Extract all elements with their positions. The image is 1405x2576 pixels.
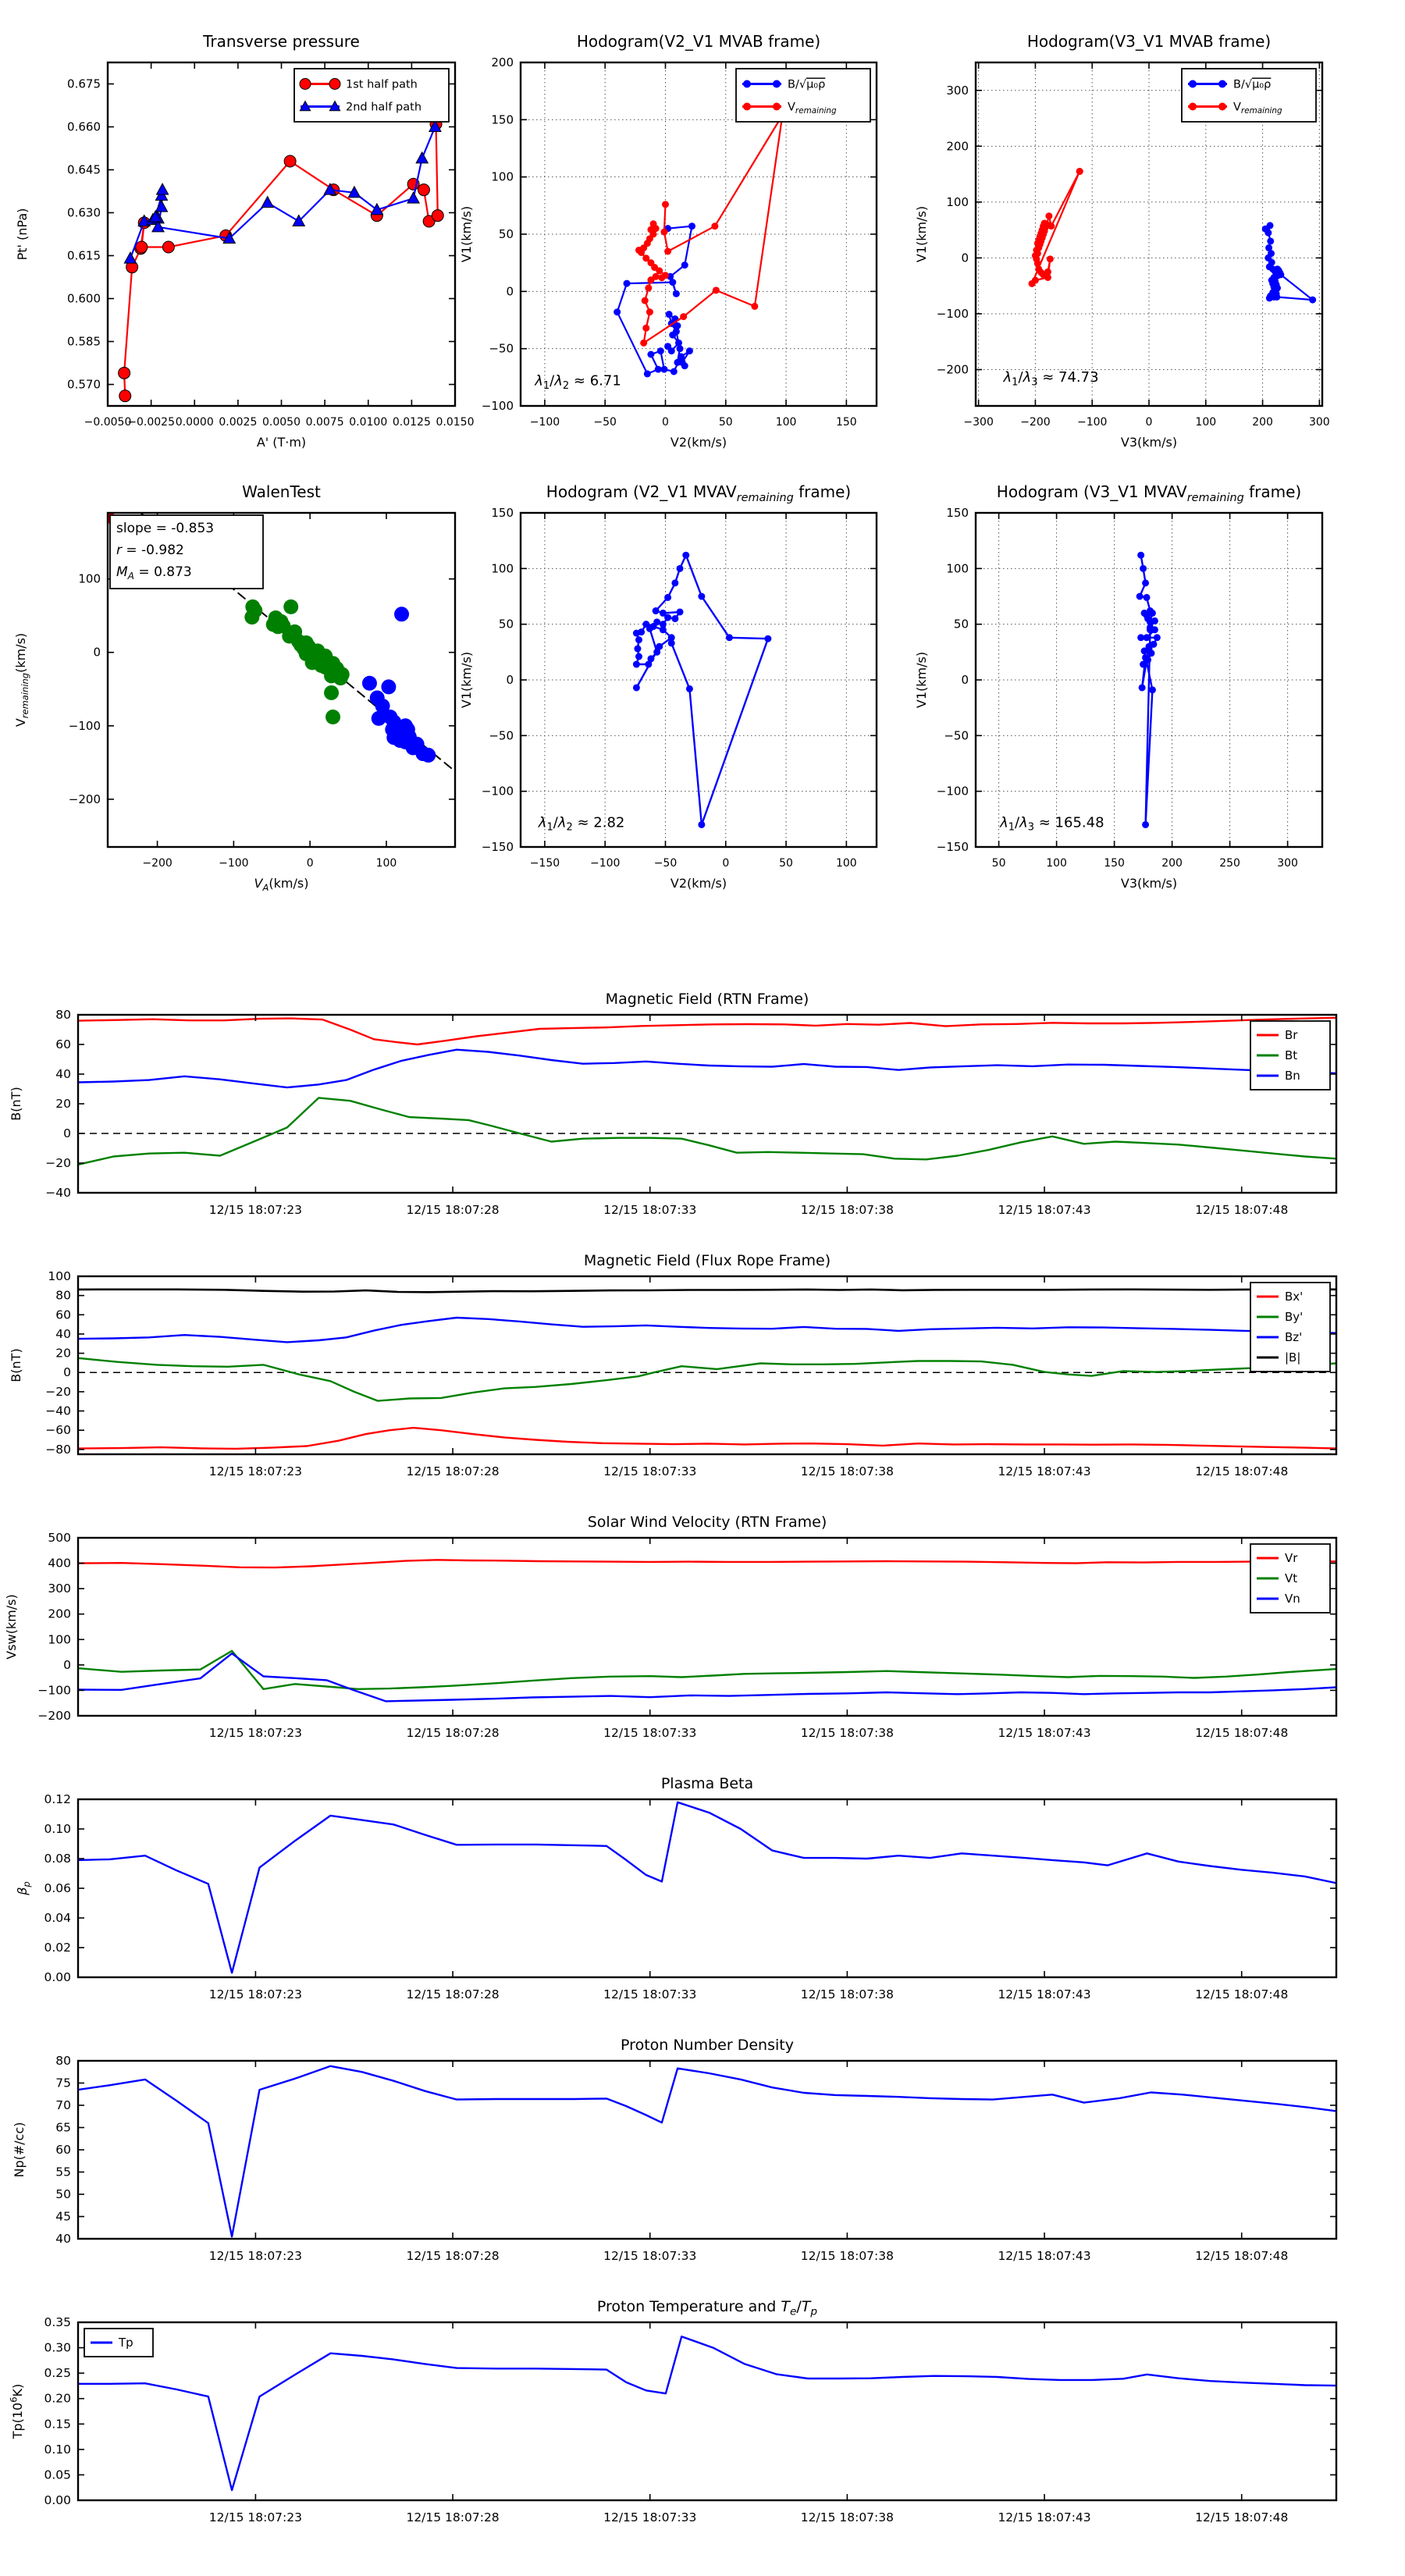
svg-text:Vt: Vt	[1285, 1571, 1298, 1585]
svg-text:300: 300	[1277, 857, 1298, 870]
svg-text:V2(km/s): V2(km/s)	[670, 435, 727, 450]
svg-text:−50: −50	[489, 341, 514, 356]
svg-text:0.660: 0.660	[67, 119, 101, 134]
svg-text:0: 0	[306, 857, 314, 870]
svg-text:12/15 18:07:48: 12/15 18:07:48	[1195, 1464, 1289, 1478]
series-v-remaining	[635, 112, 786, 347]
series-first-half	[244, 600, 349, 724]
svg-text:Tp(106K): $Tp(10^6K)$	[8, 2383, 25, 2439]
series-group	[633, 552, 771, 828]
svg-text:B(nT): B(nT)	[9, 1348, 23, 1382]
series--b-	[78, 1290, 1336, 1293]
svg-text:100: 100	[1195, 416, 1217, 429]
svg-text:Hodogram (V2_V1 MVAVremaining: Hodogram (V2_V1 $MVAV_{remaining}$ frame)	[546, 482, 852, 504]
svg-text:0: 0	[1145, 416, 1153, 429]
svg-text:−100: −100	[1076, 416, 1108, 429]
svg-text:Np(#/cc): Np(#/cc)	[12, 2122, 27, 2178]
info-box	[110, 515, 263, 589]
svg-text:200: 200	[1161, 857, 1183, 870]
svg-text:300: 300	[1308, 416, 1330, 429]
svg-text:50: 50	[779, 857, 793, 870]
svg-text:Bt: Bt	[1285, 1048, 1298, 1062]
series-v-remaining	[1029, 168, 1083, 287]
svg-text:80: 80	[55, 1008, 71, 1022]
series-bn	[78, 1050, 1336, 1087]
svg-text:−80: −80	[45, 1442, 71, 1457]
svg-text:100: 100	[48, 1269, 71, 1283]
svg-text:75: 75	[55, 2076, 71, 2090]
svg-text:150: 150	[491, 112, 514, 127]
svg-text:Vremaining(km/s): $V_{remaining}(km/s)$	[13, 632, 30, 728]
svg-text:Vsw(km/s): Vsw(km/s)	[4, 1594, 19, 1660]
series-group	[78, 1290, 1336, 1449]
svg-text:−200: −200	[142, 857, 173, 870]
series-b-sqrt-mu0-rho-	[614, 222, 695, 377]
svg-text:12/15 18:07:43: 12/15 18:07:43	[998, 1203, 1091, 1217]
svg-text:0: 0	[662, 416, 669, 429]
svg-text:−100: −100	[68, 718, 101, 733]
svg-text:B(nT): B(nT)	[9, 1087, 23, 1121]
svg-text:200: 200	[491, 55, 514, 69]
svg-text:V2(km/s): V2(km/s)	[670, 876, 727, 891]
svg-text:70: 70	[55, 2098, 71, 2112]
svg-text:200: 200	[48, 1606, 71, 1621]
svg-text:V3(km/s): V3(km/s)	[1120, 435, 1178, 450]
svg-text:V1(km/s): V1(km/s)	[914, 205, 929, 263]
svg-text:−20: −20	[45, 1156, 71, 1170]
svg-text:Vremaining: $V_{remaining}$	[1233, 101, 1282, 116]
legend	[1250, 1021, 1330, 1090]
svg-text:−100: −100	[37, 1683, 71, 1698]
svg-text:λ1/λ2 ≈ 6.71: $\lambda_1/\lambda_2 \approx 6.71$	[535, 372, 621, 392]
svg-text:0.00: 0.00	[44, 2493, 71, 2507]
svg-text:−150: −150	[481, 840, 514, 854]
series-bt	[78, 1098, 1336, 1165]
svg-text:−50: −50	[593, 416, 617, 429]
svg-text:50: 50	[498, 617, 514, 632]
svg-text:0.630: 0.630	[67, 205, 101, 220]
series-group	[119, 118, 444, 401]
series-np	[78, 2066, 1336, 2236]
svg-text:100: 100	[78, 571, 101, 586]
series-velocity-hodogram	[633, 552, 771, 828]
svg-text:0.20: 0.20	[44, 2391, 71, 2406]
svg-text:12/15 18:07:48: 12/15 18:07:48	[1195, 1726, 1289, 1740]
series-group	[78, 1560, 1336, 1701]
series-tp	[78, 2336, 1336, 2490]
svg-text:12/15 18:07:23: 12/15 18:07:23	[208, 2510, 303, 2524]
svg-text:−100: −100	[936, 784, 969, 799]
svg-text:Hodogram (V3_V1 MVAVremaining: Hodogram (V3_V1 $MVAV_{remaining}$ frame)	[996, 482, 1302, 504]
svg-text:0.675: 0.675	[67, 76, 101, 91]
svg-text:0: 0	[722, 857, 730, 870]
svg-text:40: 40	[55, 1326, 71, 1341]
series-vn	[78, 1653, 1336, 1701]
svg-text:50: 50	[55, 2187, 71, 2201]
series-vt	[78, 1651, 1336, 1689]
svg-text:12/15 18:07:28: 12/15 18:07:28	[406, 2510, 500, 2524]
svg-text:0.600: 0.600	[67, 291, 101, 306]
svg-text:45: 45	[55, 2209, 71, 2224]
svg-text:Proton Number Density: Proton Number Density	[621, 2037, 794, 2054]
panel-hodogram-v3v1-mvav	[914, 482, 1322, 891]
svg-text:250: 250	[1219, 857, 1240, 870]
svg-text:WalenTest: WalenTest	[242, 482, 321, 501]
panel-magnetic-field-flux-rope	[9, 1252, 1336, 1478]
legend	[84, 2329, 153, 2357]
svg-text:12/15 18:07:38: 12/15 18:07:38	[800, 1464, 895, 1478]
svg-text:Bx': Bx'	[1285, 1290, 1304, 1304]
panel-proton-temperature	[8, 2298, 1336, 2524]
series-bz-	[78, 1318, 1336, 1342]
ticks	[44, 2315, 1336, 2524]
svg-text:0.0000: 0.0000	[175, 416, 214, 429]
svg-text:MA = 0.873: $M_A = 0.873$	[116, 564, 192, 582]
svg-text:−40: −40	[45, 1186, 71, 1200]
svg-text:λ1/λ2 ≈ 2.82: $\lambda_1/\lambda_2 \approx 2.82$	[538, 814, 625, 834]
svg-text:−100: −100	[589, 857, 621, 870]
svg-text:−100: −100	[529, 416, 560, 429]
svg-text:Vremaining: $V_{remaining}$	[788, 101, 837, 116]
svg-text:12/15 18:07:43: 12/15 18:07:43	[998, 1726, 1091, 1740]
svg-text:0: 0	[63, 1126, 71, 1140]
svg-text:500: 500	[48, 1531, 71, 1545]
svg-text:100: 100	[375, 857, 397, 870]
svg-text:12/15 18:07:23: 12/15 18:07:23	[208, 1203, 303, 1217]
svg-text:Solar Wind Velocity (RTN Frame: Solar Wind Velocity (RTN Frame)	[587, 1514, 827, 1531]
svg-text:50: 50	[718, 416, 733, 429]
series-group	[78, 2336, 1336, 2490]
svg-text:80: 80	[55, 1288, 71, 1303]
svg-text:12/15 18:07:28: 12/15 18:07:28	[406, 2249, 500, 2263]
svg-text:Vr: Vr	[1285, 1551, 1298, 1565]
svg-text:40: 40	[55, 2232, 71, 2246]
panel-hodogram-v3v1-mvab	[914, 32, 1330, 450]
series-vr	[78, 1560, 1336, 1567]
svg-text:50: 50	[498, 227, 514, 241]
legend	[294, 69, 449, 122]
svg-text:Plasma Beta: Plasma Beta	[660, 1775, 754, 1792]
svg-text:12/15 18:07:43: 12/15 18:07:43	[998, 1464, 1091, 1478]
svg-text:20: 20	[55, 1346, 71, 1361]
svg-text:0.35: 0.35	[44, 2315, 71, 2329]
svg-text:0.04: 0.04	[44, 1911, 71, 1925]
svg-text:65: 65	[55, 2120, 71, 2135]
svg-text:Hodogram(V3_V1 MVAB frame): Hodogram(V3_V1 MVAB frame)	[1026, 32, 1272, 51]
series-group	[78, 2066, 1336, 2236]
svg-text:0.0150: 0.0150	[436, 416, 475, 429]
svg-text:−200: −200	[936, 362, 969, 377]
svg-text:1st half path: 1st half path	[346, 78, 418, 91]
svg-text:0.615: 0.615	[67, 248, 101, 263]
svg-text:Hodogram(V2_V1 MVAB frame): Hodogram(V2_V1 MVAB frame)	[576, 32, 821, 51]
series-bx-	[78, 1428, 1336, 1449]
svg-text:−200: −200	[68, 792, 101, 806]
svg-text:−100: −100	[219, 857, 249, 870]
svg-text:Vn: Vn	[1285, 1592, 1300, 1606]
svg-text:|B|: |B|	[1285, 1350, 1301, 1364]
svg-text:150: 150	[835, 416, 857, 429]
svg-text:Magnetic Field (RTN Frame): Magnetic Field (RTN Frame)	[605, 991, 809, 1008]
svg-text:12/15 18:07:33: 12/15 18:07:33	[603, 1203, 697, 1217]
svg-text:−200: −200	[1020, 416, 1051, 429]
svg-text:12/15 18:07:33: 12/15 18:07:33	[603, 2510, 697, 2524]
svg-text:0.645: 0.645	[67, 162, 101, 177]
svg-text:−50: −50	[653, 857, 678, 870]
svg-text:50: 50	[953, 617, 969, 632]
svg-text:A' (T·m): A' (T·m)	[256, 435, 307, 450]
svg-text:150: 150	[491, 506, 514, 520]
svg-text:12/15 18:07:33: 12/15 18:07:33	[603, 1726, 697, 1740]
svg-text:0.12: 0.12	[44, 1792, 71, 1806]
svg-text:2nd half path: 2nd half path	[346, 101, 422, 114]
svg-text:λ1/λ3 ≈ 74.73: $\lambda_1/\lambda_3 \approx 74.73$	[1003, 369, 1099, 389]
svg-text:V3(km/s): V3(km/s)	[1120, 876, 1178, 891]
svg-text:Magnetic Field (Flux Rope Fram: Magnetic Field (Flux Rope Frame)	[583, 1252, 831, 1269]
svg-text:100: 100	[775, 416, 797, 429]
svg-text:12/15 18:07:48: 12/15 18:07:48	[1195, 2249, 1289, 2263]
panel-hodogram-v2v1-mvab	[459, 32, 877, 450]
svg-text:0: 0	[961, 673, 969, 687]
legend	[1250, 1544, 1330, 1613]
svg-text:12/15 18:07:38: 12/15 18:07:38	[800, 1726, 895, 1740]
panel-walen-test	[13, 482, 455, 893]
svg-text:B/√μ₀ρ: B/√μ₀ρ	[1233, 78, 1272, 91]
series-group	[1136, 552, 1161, 828]
svg-text:12/15 18:07:33: 12/15 18:07:33	[603, 1464, 697, 1478]
svg-text:0.30: 0.30	[44, 2340, 71, 2355]
svg-text:V1(km/s): V1(km/s)	[914, 651, 929, 709]
svg-text:0: 0	[93, 645, 101, 660]
svg-text:20: 20	[55, 1097, 71, 1111]
svg-text:0: 0	[506, 673, 514, 687]
svg-text:0.0050: 0.0050	[262, 416, 301, 429]
svg-text:12/15 18:07:48: 12/15 18:07:48	[1195, 1203, 1289, 1217]
ticks	[45, 1008, 1336, 1217]
svg-text:200: 200	[1252, 416, 1273, 429]
svg-text:0.570: 0.570	[67, 377, 101, 392]
ticks	[45, 1269, 1336, 1478]
series-b-sqrt-mu0-rho-	[1262, 222, 1316, 303]
legend	[736, 69, 870, 122]
svg-text:V1(km/s): V1(km/s)	[459, 205, 474, 263]
svg-text:By': By'	[1285, 1310, 1304, 1324]
svg-text:0.25: 0.25	[44, 2366, 71, 2381]
svg-text:0.02: 0.02	[44, 1941, 71, 1955]
svg-text:100: 100	[491, 169, 514, 184]
svg-text:12/15 18:07:28: 12/15 18:07:28	[406, 1726, 500, 1740]
panel-magnetic-field-rtn	[9, 991, 1336, 1217]
svg-text:0: 0	[506, 284, 514, 299]
svg-text:12/15 18:07:28: 12/15 18:07:28	[406, 1987, 500, 2001]
legend	[1182, 69, 1316, 122]
svg-text:12/15 18:07:28: 12/15 18:07:28	[406, 1464, 500, 1478]
svg-text:Transverse pressure: Transverse pressure	[203, 32, 360, 51]
series-1st-half-path	[119, 118, 444, 401]
svg-text:200: 200	[946, 139, 969, 154]
svg-text:−50: −50	[489, 728, 514, 743]
svg-text:Pt' (nPa): Pt' (nPa)	[15, 208, 30, 261]
ticks	[937, 506, 1322, 870]
svg-text:−20: −20	[45, 1384, 71, 1399]
svg-text:0.10: 0.10	[44, 2442, 71, 2457]
svg-text:100: 100	[946, 194, 969, 209]
svg-text:12/15 18:07:33: 12/15 18:07:33	[603, 2249, 697, 2263]
svg-text:0.00: 0.00	[44, 1970, 71, 1984]
svg-text:VA(km/s): $V_A(km/s)$	[254, 876, 309, 893]
svg-text:0.0125: 0.0125	[392, 416, 431, 429]
svg-text:0.08: 0.08	[44, 1852, 71, 1866]
svg-text:60: 60	[55, 1308, 71, 1322]
svg-text:λ1/λ3 ≈ 165.48: $\lambda_1/\lambda_3 \approx 165.48$	[1000, 814, 1104, 834]
svg-text:0: 0	[63, 1365, 71, 1380]
svg-text:12/15 18:07:43: 12/15 18:07:43	[998, 2249, 1091, 2263]
svg-text:40: 40	[55, 1067, 71, 1081]
svg-text:100: 100	[946, 561, 969, 576]
svg-text:12/15 18:07:23: 12/15 18:07:23	[208, 2249, 303, 2263]
svg-text:0.0100: 0.0100	[349, 416, 388, 429]
svg-text:80: 80	[55, 2054, 71, 2068]
svg-text:60: 60	[55, 1037, 71, 1051]
svg-text:−300: −300	[963, 416, 994, 429]
svg-text:150: 150	[1104, 857, 1125, 870]
ticks	[55, 2054, 1336, 2263]
svg-text:12/15 18:07:23: 12/15 18:07:23	[208, 1726, 303, 1740]
svg-text:−50: −50	[944, 728, 969, 743]
svg-text:0: 0	[63, 1657, 71, 1672]
svg-text:100: 100	[835, 857, 857, 870]
svg-text:0.0075: 0.0075	[305, 416, 344, 429]
svg-text:B/√μ₀ρ: B/√μ₀ρ	[788, 78, 826, 91]
svg-text:12/15 18:07:48: 12/15 18:07:48	[1195, 2510, 1289, 2524]
svg-text:0.0025: 0.0025	[219, 416, 258, 429]
svg-text:Br: Br	[1285, 1028, 1298, 1042]
svg-text:12/15 18:07:48: 12/15 18:07:48	[1195, 1987, 1289, 2001]
svg-text:−60: −60	[45, 1423, 71, 1438]
svg-text:−150: −150	[529, 857, 560, 870]
series-group	[78, 1802, 1336, 1973]
svg-text:12/15 18:07:38: 12/15 18:07:38	[800, 2510, 895, 2524]
svg-text:−40: −40	[45, 1404, 71, 1418]
svg-text:12/15 18:07:23: 12/15 18:07:23	[208, 1464, 303, 1478]
svg-text:−150: −150	[936, 840, 969, 854]
series-second-half	[362, 607, 436, 763]
svg-text:12/15 18:07:38: 12/15 18:07:38	[800, 1987, 895, 2001]
svg-text:12/15 18:07:43: 12/15 18:07:43	[998, 2510, 1091, 2524]
svg-text:slope = -0.853: slope = -0.853	[116, 521, 215, 536]
svg-text:100: 100	[48, 1632, 71, 1647]
svg-text:Bz': Bz'	[1285, 1330, 1303, 1344]
panel-plasma-beta	[15, 1775, 1336, 2001]
svg-text:0.15: 0.15	[44, 2417, 71, 2432]
svg-text:12/15 18:07:38: 12/15 18:07:38	[800, 2249, 895, 2263]
svg-text:12/15 18:07:38: 12/15 18:07:38	[800, 1203, 895, 1217]
svg-text:0.10: 0.10	[44, 1822, 71, 1836]
svg-text:Tp: Tp	[119, 2336, 133, 2350]
svg-text:300: 300	[946, 83, 969, 98]
svg-text:βp: $\beta_p$	[15, 1881, 32, 1895]
svg-text:V1(km/s): V1(km/s)	[459, 651, 474, 709]
axes-frame	[78, 1015, 1336, 1193]
svg-text:12/15 18:07:28: 12/15 18:07:28	[406, 1203, 500, 1217]
legend	[1250, 1283, 1330, 1372]
svg-text:100: 100	[1046, 857, 1067, 870]
panel-transverse-pressure	[15, 32, 475, 450]
svg-text:400: 400	[48, 1556, 71, 1571]
svg-text:100: 100	[491, 561, 514, 576]
svg-text:12/15 18:07:33: 12/15 18:07:33	[603, 1987, 697, 2001]
svg-text:r = -0.982: r = -0.982	[116, 543, 184, 558]
svg-text:−0.0050: −0.0050	[84, 416, 132, 429]
svg-text:−100: −100	[481, 784, 514, 799]
svg-text:−200: −200	[37, 1709, 71, 1723]
panel-hodogram-v2v1-mvav	[459, 482, 877, 891]
svg-text:12/15 18:07:43: 12/15 18:07:43	[998, 1987, 1091, 2001]
series-velocity-hodogram	[1136, 552, 1161, 828]
svg-text:−0.0025: −0.0025	[127, 416, 175, 429]
series-beta-p	[78, 1802, 1336, 1973]
svg-text:12/15 18:07:23: 12/15 18:07:23	[208, 1987, 303, 2001]
series-br	[78, 1018, 1336, 1044]
svg-text:0.05: 0.05	[44, 2467, 71, 2482]
svg-text:Bn: Bn	[1285, 1069, 1300, 1083]
series-by-	[78, 1358, 1336, 1401]
series-group	[78, 1018, 1336, 1165]
svg-text:150: 150	[946, 506, 969, 520]
svg-text:55: 55	[55, 2165, 71, 2179]
svg-text:300: 300	[48, 1582, 71, 1596]
svg-text:−100: −100	[936, 306, 969, 321]
svg-text:−100: −100	[481, 399, 514, 413]
axes-frame	[78, 2322, 1336, 2500]
panel-solar-wind-velocity	[4, 1514, 1336, 1740]
axes-frame	[78, 1799, 1336, 1977]
svg-text:0.06: 0.06	[44, 1881, 71, 1895]
panel-proton-number-density	[12, 2037, 1336, 2263]
svg-text:Proton Temperature and Te/Tp: Proton Temperature and $T_e/T_p$	[596, 2298, 818, 2318]
svg-text:0.585: 0.585	[67, 334, 101, 349]
ticks	[44, 1792, 1336, 2001]
svg-text:50: 50	[991, 857, 1006, 870]
series-group	[1029, 168, 1317, 304]
svg-text:0: 0	[961, 251, 969, 265]
series-group	[614, 112, 786, 377]
svg-text:60: 60	[55, 2143, 71, 2157]
